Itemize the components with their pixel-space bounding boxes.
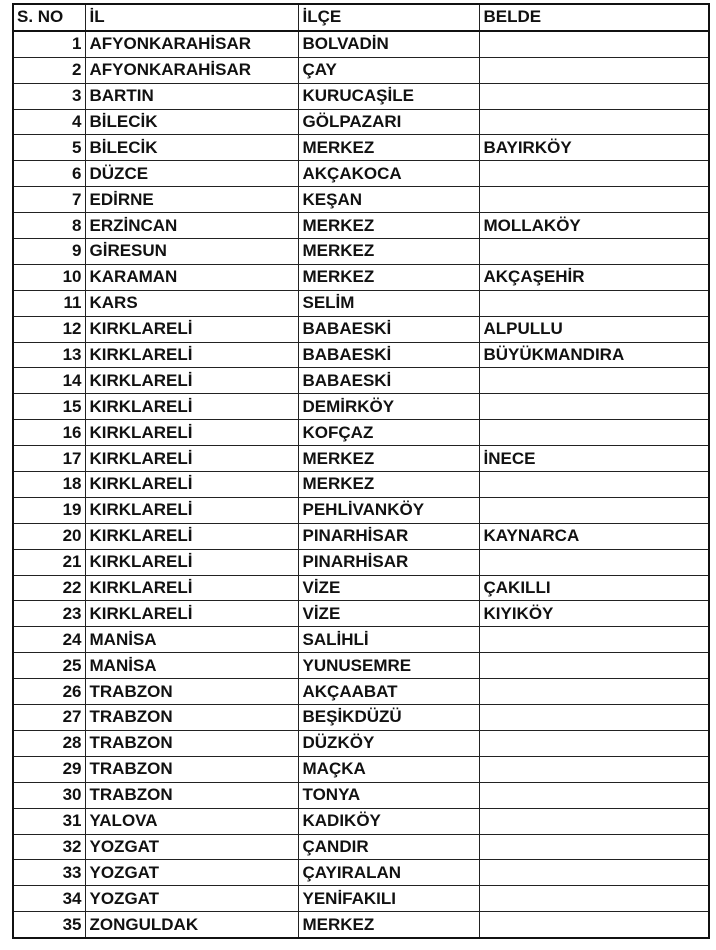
cell-il: EDİRNE: [85, 187, 298, 213]
cell-ilce: MERKEZ: [298, 264, 479, 290]
table-row: [13, 394, 709, 420]
cell-il: KARAMAN: [85, 264, 298, 290]
cell-ilce: YUNUSEMRE: [298, 653, 479, 679]
cell-belde: KIYIKÖY: [479, 601, 709, 627]
table-row: [13, 860, 709, 886]
cell-il: YOZGAT: [85, 834, 298, 860]
cell-il: MANİSA: [85, 653, 298, 679]
cell-sno: 30: [13, 782, 85, 808]
cell-belde: [479, 57, 709, 83]
cell-ilce: DEMİRKÖY: [298, 394, 479, 420]
cell-ilce: MERKEZ: [298, 135, 479, 161]
cell-belde: [479, 239, 709, 265]
cell-ilce: PINARHİSAR: [298, 549, 479, 575]
cell-ilce: AKÇAABAT: [298, 679, 479, 705]
cell-il: YOZGAT: [85, 860, 298, 886]
cell-sno: 5: [13, 135, 85, 161]
cell-sno: 34: [13, 886, 85, 912]
table-row: [13, 31, 709, 57]
cell-belde: [479, 679, 709, 705]
cell-sno: 22: [13, 575, 85, 601]
table-row: [13, 497, 709, 523]
cell-belde: [479, 627, 709, 653]
table-row: [13, 109, 709, 135]
cell-ilce: BABAESKİ: [298, 368, 479, 394]
cell-sno: 3: [13, 83, 85, 109]
cell-belde: KAYNARCA: [479, 523, 709, 549]
cell-ilce: PEHLİVANKÖY: [298, 497, 479, 523]
cell-il: KIRKLARELİ: [85, 446, 298, 472]
table-row: [13, 912, 709, 938]
table-row: [13, 342, 709, 368]
cell-belde: [479, 497, 709, 523]
table-row: [13, 679, 709, 705]
cell-belde: [479, 705, 709, 731]
cell-sno: 33: [13, 860, 85, 886]
table-row: [13, 653, 709, 679]
cell-belde: AKÇAŞEHİR: [479, 264, 709, 290]
table-row: [13, 575, 709, 601]
cell-sno: 7: [13, 187, 85, 213]
cell-il: ERZİNCAN: [85, 213, 298, 239]
table-row: [13, 290, 709, 316]
cell-il: BARTIN: [85, 83, 298, 109]
cell-il: TRABZON: [85, 756, 298, 782]
cell-sno: 26: [13, 679, 85, 705]
cell-il: TRABZON: [85, 679, 298, 705]
cell-il: KIRKLARELİ: [85, 420, 298, 446]
table-row: [13, 808, 709, 834]
cell-ilce: ÇAY: [298, 57, 479, 83]
cell-belde: [479, 83, 709, 109]
cell-sno: 24: [13, 627, 85, 653]
cell-il: AFYONKARAHİSAR: [85, 31, 298, 57]
cell-il: KIRKLARELİ: [85, 368, 298, 394]
cell-il: KIRKLARELİ: [85, 472, 298, 498]
cell-ilce: VİZE: [298, 575, 479, 601]
cell-belde: İNECE: [479, 446, 709, 472]
cell-il: YALOVA: [85, 808, 298, 834]
cell-sno: 9: [13, 239, 85, 265]
cell-ilce: YENİFAKILI: [298, 886, 479, 912]
cell-belde: [479, 912, 709, 938]
table-row: [13, 368, 709, 394]
cell-il: TRABZON: [85, 730, 298, 756]
table-row: [13, 834, 709, 860]
cell-il: KIRKLARELİ: [85, 601, 298, 627]
cell-belde: [479, 730, 709, 756]
cell-sno: 29: [13, 756, 85, 782]
cell-belde: [479, 782, 709, 808]
cell-ilce: BEŞİKDÜZÜ: [298, 705, 479, 731]
cell-il: KIRKLARELİ: [85, 523, 298, 549]
cell-belde: [479, 886, 709, 912]
cell-sno: 1: [13, 31, 85, 57]
table-row: [13, 264, 709, 290]
table-row: [13, 161, 709, 187]
cell-il: KIRKLARELİ: [85, 575, 298, 601]
cell-ilce: ÇANDIR: [298, 834, 479, 860]
cell-ilce: MERKEZ: [298, 472, 479, 498]
cell-il: GİRESUN: [85, 239, 298, 265]
cell-sno: 31: [13, 808, 85, 834]
table-row: [13, 420, 709, 446]
cell-ilce: BOLVADİN: [298, 31, 479, 57]
header-row: [13, 4, 709, 31]
header-belde: BELDE: [479, 4, 709, 31]
cell-ilce: MERKEZ: [298, 912, 479, 938]
cell-belde: [479, 834, 709, 860]
cell-ilce: MERKEZ: [298, 213, 479, 239]
table-row: [13, 549, 709, 575]
cell-il: BİLECİK: [85, 109, 298, 135]
table-row: [13, 446, 709, 472]
cell-ilce: KEŞAN: [298, 187, 479, 213]
cell-ilce: KURUCAŞİLE: [298, 83, 479, 109]
cell-belde: [479, 472, 709, 498]
cell-sno: 16: [13, 420, 85, 446]
cell-sno: 19: [13, 497, 85, 523]
table-row: [13, 239, 709, 265]
cell-ilce: BABAESKİ: [298, 316, 479, 342]
cell-sno: 25: [13, 653, 85, 679]
table-row: [13, 187, 709, 213]
cell-belde: [479, 31, 709, 57]
table-row: [13, 57, 709, 83]
cell-il: KARS: [85, 290, 298, 316]
cell-belde: [479, 187, 709, 213]
cell-belde: [479, 420, 709, 446]
table-row: [13, 756, 709, 782]
cell-il: MANİSA: [85, 627, 298, 653]
cell-il: BİLECİK: [85, 135, 298, 161]
table-row: [13, 730, 709, 756]
cell-belde: [479, 653, 709, 679]
table-row: [13, 601, 709, 627]
cell-sno: 13: [13, 342, 85, 368]
cell-belde: ALPULLU: [479, 316, 709, 342]
table-row: [13, 705, 709, 731]
cell-sno: 28: [13, 730, 85, 756]
cell-il: DÜZCE: [85, 161, 298, 187]
cell-il: YOZGAT: [85, 886, 298, 912]
cell-ilce: MERKEZ: [298, 239, 479, 265]
cell-belde: [479, 394, 709, 420]
cell-sno: 11: [13, 290, 85, 316]
cell-ilce: MERKEZ: [298, 446, 479, 472]
cell-sno: 14: [13, 368, 85, 394]
cell-sno: 17: [13, 446, 85, 472]
cell-sno: 18: [13, 472, 85, 498]
cell-ilce: BABAESKİ: [298, 342, 479, 368]
cell-belde: [479, 109, 709, 135]
cell-belde: [479, 549, 709, 575]
cell-ilce: ÇAYIRALAN: [298, 860, 479, 886]
cell-sno: 4: [13, 109, 85, 135]
cell-il: KIRKLARELİ: [85, 497, 298, 523]
table-row: [13, 316, 709, 342]
cell-sno: 8: [13, 213, 85, 239]
cell-belde: ÇAKILLI: [479, 575, 709, 601]
cell-ilce: PINARHİSAR: [298, 523, 479, 549]
cell-belde: BAYIRKÖY: [479, 135, 709, 161]
cell-sno: 12: [13, 316, 85, 342]
cell-ilce: TONYA: [298, 782, 479, 808]
cell-belde: [479, 860, 709, 886]
cell-sno: 23: [13, 601, 85, 627]
cell-il: TRABZON: [85, 705, 298, 731]
table-row: [13, 886, 709, 912]
municipality-table: [12, 3, 710, 939]
cell-belde: [479, 756, 709, 782]
cell-ilce: VİZE: [298, 601, 479, 627]
spreadsheet-page: [12, 3, 708, 939]
cell-il: TRABZON: [85, 782, 298, 808]
cell-belde: BÜYÜKMANDIRA: [479, 342, 709, 368]
header-ilce: İLÇE: [298, 4, 479, 31]
table-row: [13, 523, 709, 549]
cell-belde: [479, 290, 709, 316]
cell-ilce: AKÇAKOCA: [298, 161, 479, 187]
cell-belde: [479, 368, 709, 394]
cell-ilce: MAÇKA: [298, 756, 479, 782]
cell-sno: 15: [13, 394, 85, 420]
cell-sno: 20: [13, 523, 85, 549]
cell-il: ZONGULDAK: [85, 912, 298, 938]
header-sno: S. NO: [13, 4, 85, 31]
cell-ilce: GÖLPAZARI: [298, 109, 479, 135]
cell-il: KIRKLARELİ: [85, 394, 298, 420]
cell-il: KIRKLARELİ: [85, 549, 298, 575]
cell-ilce: KADIKÖY: [298, 808, 479, 834]
cell-sno: 6: [13, 161, 85, 187]
table-row: [13, 782, 709, 808]
table-row: [13, 83, 709, 109]
table-row: [13, 213, 709, 239]
cell-ilce: SELİM: [298, 290, 479, 316]
cell-ilce: SALİHLİ: [298, 627, 479, 653]
cell-belde: MOLLAKÖY: [479, 213, 709, 239]
cell-il: KIRKLARELİ: [85, 316, 298, 342]
cell-il: AFYONKARAHİSAR: [85, 57, 298, 83]
table-row: [13, 135, 709, 161]
cell-il: KIRKLARELİ: [85, 342, 298, 368]
header-il: İL: [85, 4, 298, 31]
cell-ilce: KOFÇAZ: [298, 420, 479, 446]
cell-sno: 10: [13, 264, 85, 290]
cell-sno: 21: [13, 549, 85, 575]
table-row: [13, 472, 709, 498]
cell-sno: 2: [13, 57, 85, 83]
cell-ilce: DÜZKÖY: [298, 730, 479, 756]
cell-sno: 35: [13, 912, 85, 938]
cell-sno: 32: [13, 834, 85, 860]
cell-belde: [479, 808, 709, 834]
table-row: [13, 627, 709, 653]
cell-sno: 27: [13, 705, 85, 731]
cell-belde: [479, 161, 709, 187]
